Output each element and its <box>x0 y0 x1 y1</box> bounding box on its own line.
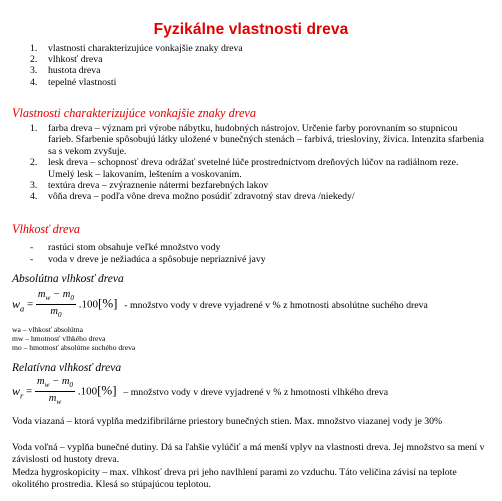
overview-list <box>30 43 243 88</box>
section-heading-external: Vlastnosti charakterizujúce vonkajšie znaky dreva <box>12 106 256 120</box>
list-item: 1. vlastnosti charakterizujúce vonkajšie znaky dreva <box>30 43 243 54</box>
fraction: $\frac{m_w - m_0}{m_0}$ <box>37 289 75 320</box>
page-title: Fyzikálne vlastnosti dreva <box>153 21 349 38</box>
absolute-moisture-label: Absolútna vlhkosť dreva <box>12 273 124 285</box>
absolute-moisture-formula: $w_a$ = $\frac{m_w - m_0}{m_0}$ .100[%] - množstvo vody v dreve vyjadrené v % z hmotnosti absolútne suchého dreva <box>12 289 428 320</box>
list-item: 2. lesk dreva – schopnosť dreva odrážať svetelné lúče prostredníctvom dreňových lúčov na radiálnom reze. Umelý lesk – lakovaním, leštením a voskovaním. <box>30 157 459 180</box>
list-item: 4. vôňa dreva – podľa vône dreva možno posúdiť zdravotný stav dreva /niekedy/ <box>30 191 355 203</box>
list-item: - voda v dreve je nežiadúca a spôsobuje nepriaznivé javy <box>30 254 266 265</box>
relative-moisture-label: Relatívna vlhkosť dreva <box>12 362 122 374</box>
list-item: 4. tepelné vlastnosti <box>30 76 117 88</box>
list-item: 3. hustota dreva <box>30 65 101 77</box>
list-item: 2. vlhkosť dreva <box>30 54 103 66</box>
free-water-paragraph: Voda voľná – vyplňa bunečné dutiny. Dá sa ľahšie vylúčiť a má menší vplyv na vlastnosti dreva. Jej množstvo sa mení v závislosti od hustoty dreva. <box>12 442 485 465</box>
fraction: $\frac{m_w - m_0}{m_w}$ <box>37 376 74 407</box>
list-item: 3. textúra dreva – zvýraznenie nátermi bezfarebných lakov <box>30 180 269 192</box>
absolute-legend: wa – vlhkosť absolútna mw – hmotnosť vlhkého dreva mo – hmotnosť absolútne suchého dreva <box>12 325 136 352</box>
external-properties-list <box>30 123 485 203</box>
list-item: - rastúci stom obsahuje veľké množstvo vody <box>30 242 221 253</box>
list-item: 1. farba dreva – význam pri výrobe nábytku, hudobných nástrojov. Určenie farby porovnaním so stupnicou farieb. Sfarbenie spôsobujú látky uložené v bunečných stenách – farbivá, triesloviny, živica. Intenzita sfarbenia sa s vekom zvyšuje. <box>30 123 484 157</box>
relative-moisture-formula: $w_r$ = $\frac{m_w - m_0}{m_w}$ .100[%] – množstvo vody v dreve vyjadrené v % z hmotnosti vlhkého dreva <box>12 376 389 407</box>
bound-water-paragraph: Voda viazaná – ktorá vyplňa medzifibrilárne priestory bunečných stien. Max. množstvo viazanej vody je 30% <box>12 416 443 427</box>
section-heading-moisture: Vlhkosť dreva <box>12 222 80 236</box>
moisture-list <box>30 242 266 266</box>
hygroscopic-limit-paragraph: Medza hygroskopicity – max. vlhkosť dreva pri jeho navlhlení parami zo vzduchu. Táto veličina závisí na teplote okolitého prostredia. Klesá so stúpajúcou teplotou. <box>12 467 457 490</box>
